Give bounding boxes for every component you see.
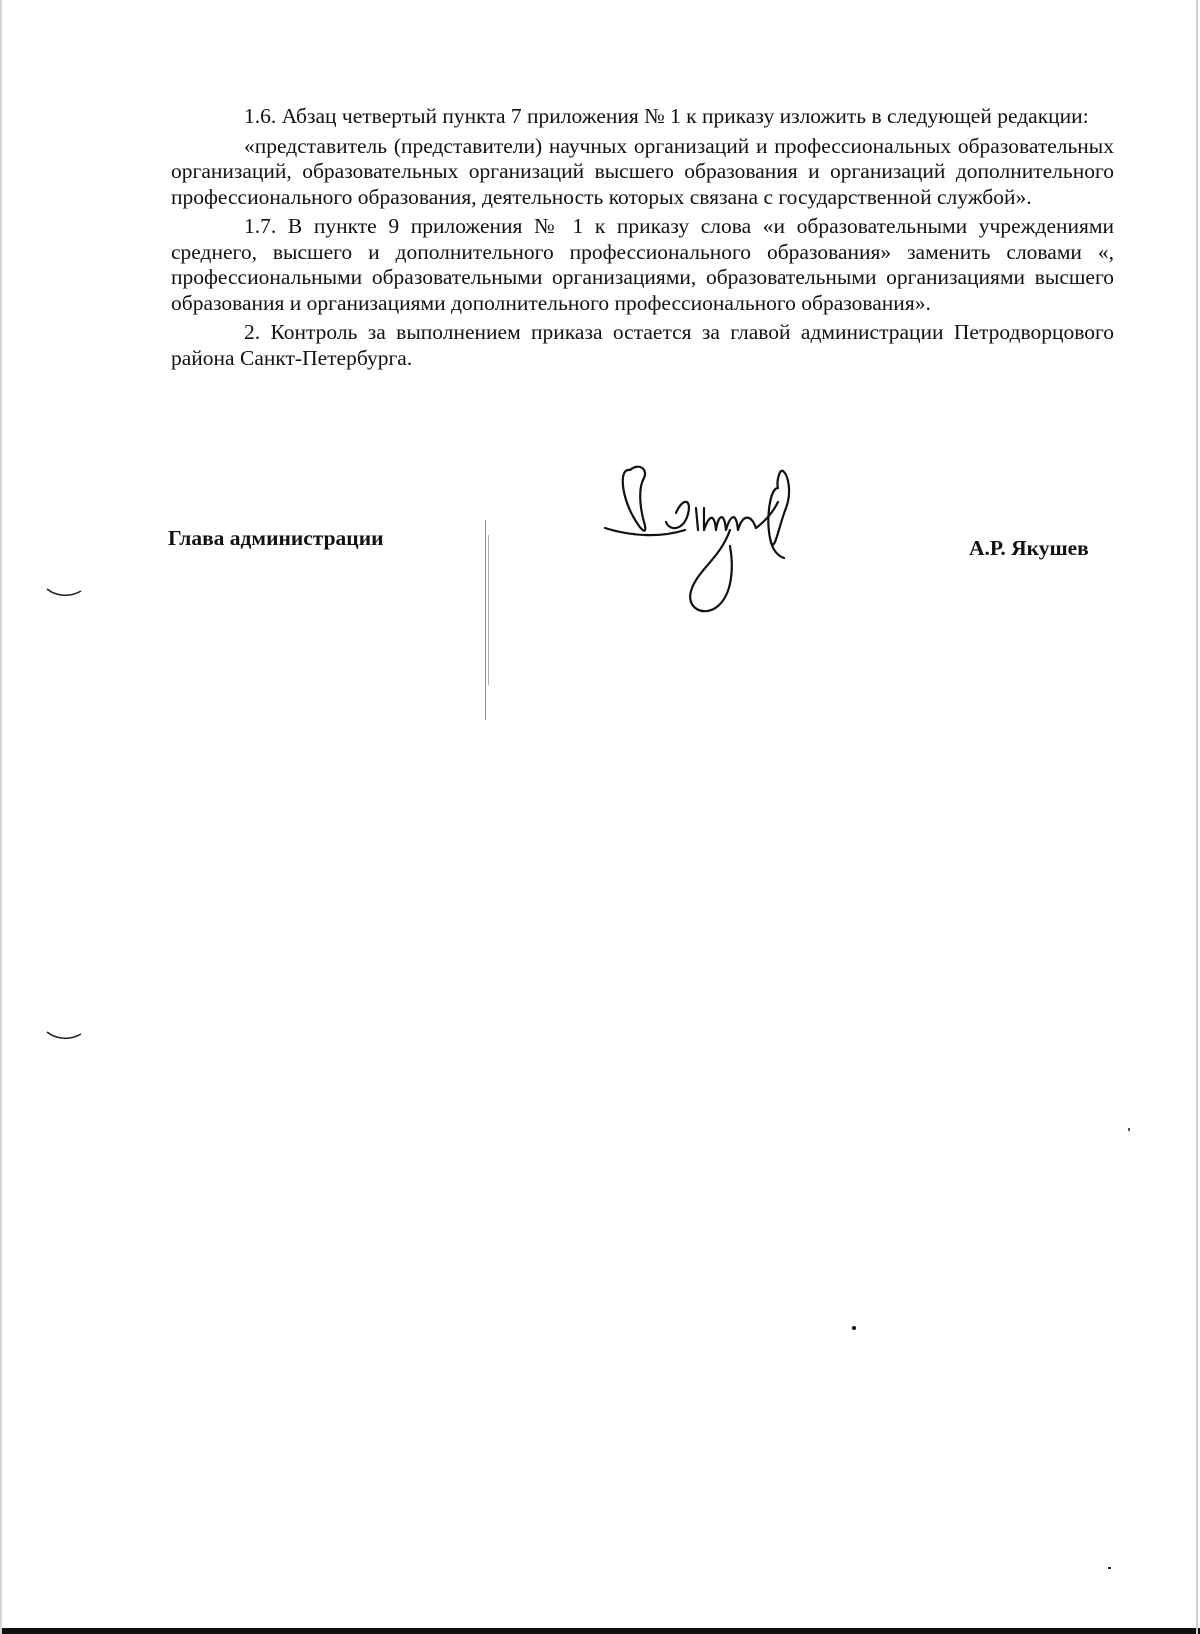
paragraph-1-7: 1.7. В пункте 9 приложения № 1 к приказу слова «и образовательными учреждениями среднего, высшего и дополнительного профессионального образования» заменить словами «, профессиональными образовательными организациями, образовательными организациями высшего образования и организациями дополнительного профессионального образования».	[171, 214, 1114, 315]
scan-artifact-mark	[45, 1028, 85, 1044]
signatory-name: А.Р. Якушев	[969, 536, 1089, 560]
scan-artifact-dot	[852, 1326, 856, 1330]
scan-artifact-mark	[45, 585, 85, 601]
scan-artifact-vertical-line-2	[488, 535, 489, 685]
signatory-title: Глава администрации	[168, 526, 384, 550]
scan-artifact-vertical-line	[485, 520, 486, 720]
scan-artifact-left-edge	[0, 0, 2, 1634]
scan-artifact-bottom-border	[0, 1628, 1200, 1634]
scan-artifact-dot	[1128, 1128, 1130, 1131]
document-body	[171, 104, 1114, 375]
paragraph-2: 2. Контроль за выполнением приказа остается за главой администрации Петродворцового района Санкт-Петербурга.	[171, 320, 1114, 370]
paragraph-1-6: 1.6. Абзац четвертый пункта 7 приложения № 1 к приказу изложить в следующей редакции:	[244, 104, 1089, 128]
scan-artifact-right-edge	[1196, 0, 1198, 1634]
scan-artifact-dot	[1108, 1567, 1111, 1569]
paragraph-quote: «представитель (представители) научных организаций и профессиональных образовательных организаций, образовательных организаций высшего образования и организаций дополнительного профессионального образования, деятельность которых связана с государственной службой».	[171, 133, 1114, 209]
handwritten-signature	[600, 458, 840, 638]
